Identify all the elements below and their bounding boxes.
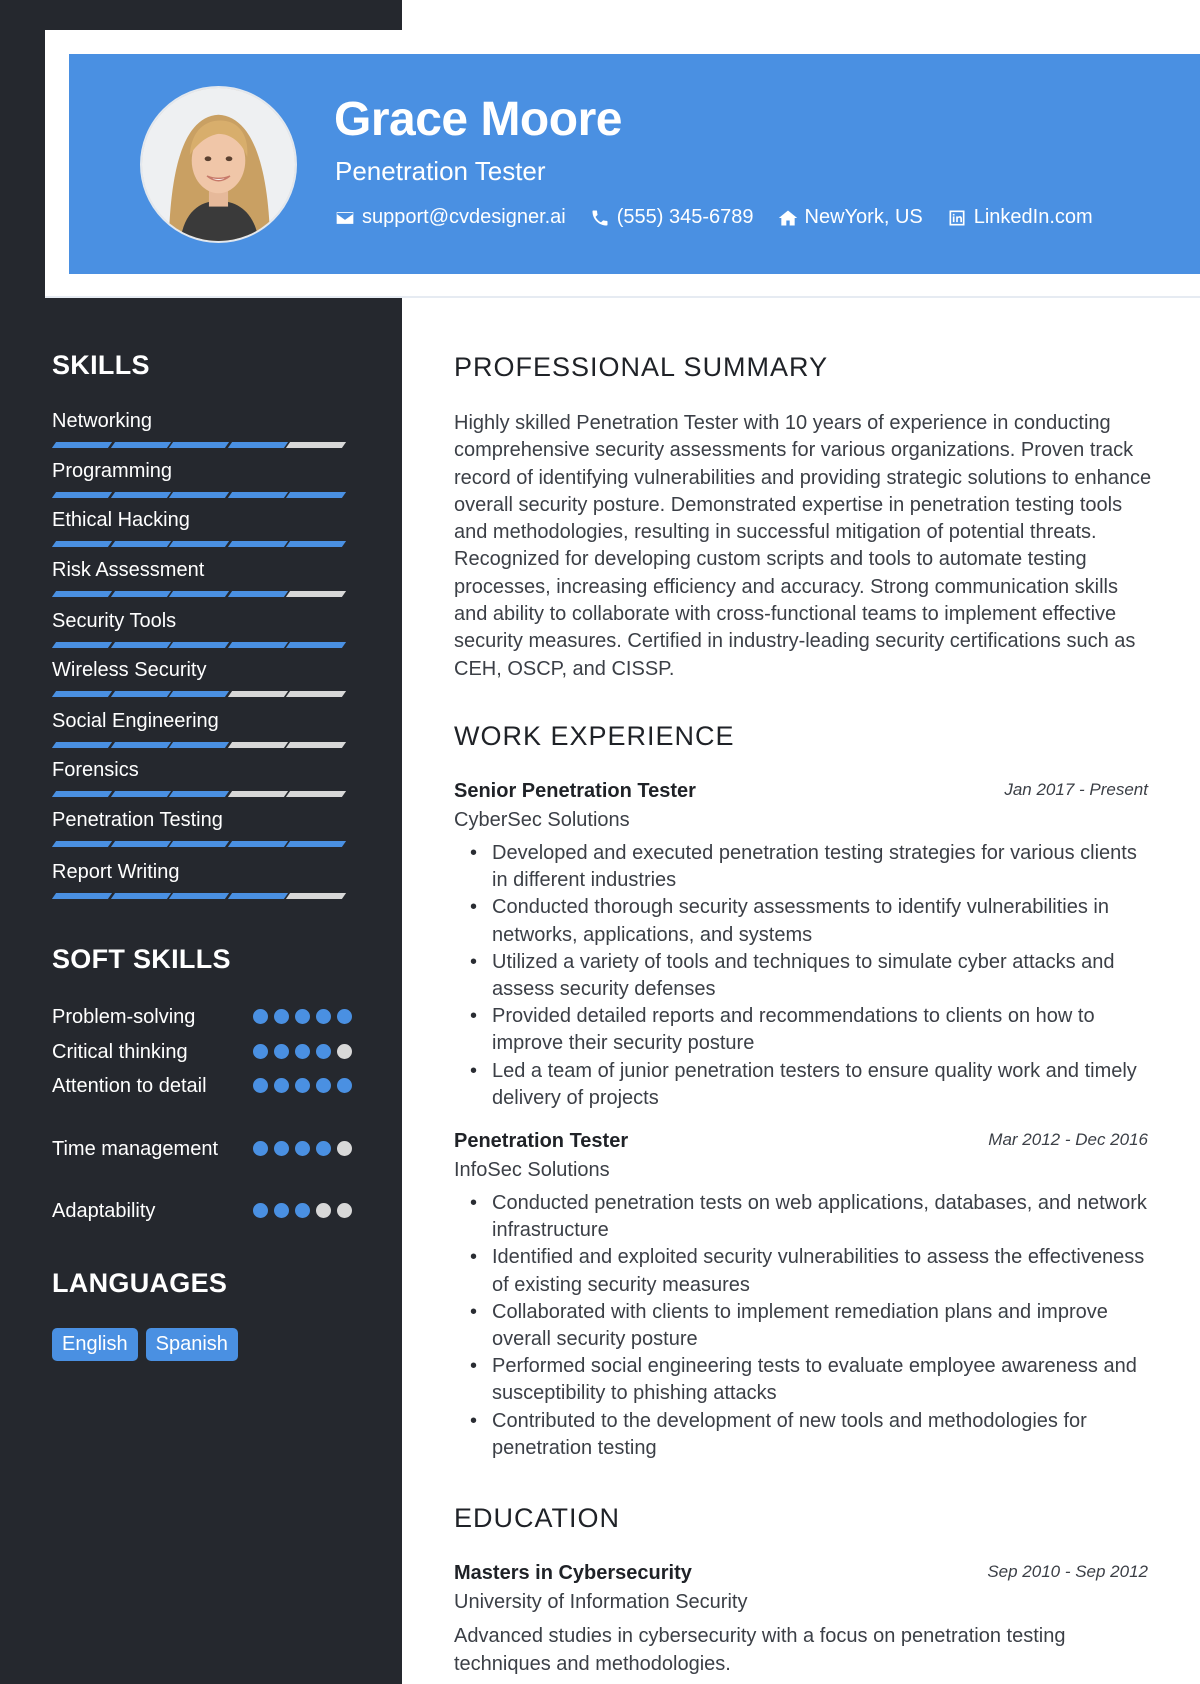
- soft-skill-name: Attention to detail: [52, 1075, 207, 1097]
- languages-heading: LANGUAGES: [52, 1268, 228, 1298]
- skill-bar-empty: [286, 591, 346, 597]
- profile-photo: [142, 88, 295, 241]
- skill-item: [52, 410, 352, 448]
- level-dot-filled: [274, 1141, 289, 1156]
- skill-bar-filled: [52, 541, 112, 547]
- skill-item: [52, 710, 352, 748]
- skill-level-bars: [54, 742, 352, 748]
- job-bullet: • Contributed to the development of new tools and methodologies for penetration testing: [454, 1408, 1148, 1462]
- job-bullet: • Developed and executed penetration testing strategies for various clients in different industries: [454, 840, 1148, 894]
- skill-level-bars: [54, 691, 352, 697]
- job-title: Senior Penetration Tester: [454, 780, 696, 802]
- skill-bar-filled: [286, 492, 346, 498]
- education-school: University of Information Security: [454, 1591, 748, 1613]
- job-entry: [454, 1130, 1148, 1462]
- skill-bar-filled: [227, 642, 287, 648]
- skill-bar-filled: [52, 742, 112, 748]
- contact-phone-text: (555) 345-6789: [616, 206, 754, 228]
- level-dot-empty: [337, 1203, 352, 1218]
- education-entry: [454, 1562, 1148, 1678]
- education-heading: EDUCATION: [454, 1503, 621, 1533]
- soft-skill-item: [52, 1072, 352, 1100]
- education-degree: Masters in Cybersecurity: [454, 1562, 692, 1584]
- level-dot-filled: [274, 1078, 289, 1093]
- job-bullet: • Collaborated with clients to implement remediation plans and improve overall security posture: [454, 1299, 1148, 1353]
- skill-item: [52, 509, 352, 547]
- skill-name: Security Tools: [52, 610, 177, 632]
- skill-bar-filled: [227, 442, 287, 448]
- languages-list: [52, 1328, 246, 1361]
- skill-bar-filled: [110, 791, 170, 797]
- skill-bar-filled: [110, 691, 170, 697]
- skill-name: Risk Assessment: [52, 559, 205, 581]
- soft-skill-level-dots: [247, 1197, 352, 1225]
- skill-bar-filled: [227, 893, 287, 899]
- level-dot-empty: [316, 1203, 331, 1218]
- skill-bar-filled: [52, 492, 112, 498]
- education-description: Advanced studies in cybersecurity with a focus on penetration testing techniques and methodologies.: [454, 1625, 1066, 1675]
- skill-bar-filled: [110, 642, 170, 648]
- skill-bar-filled: [52, 642, 112, 648]
- skill-item: [52, 460, 352, 498]
- skill-bar-filled: [286, 541, 346, 547]
- job-bullet: • Performed social engineering tests to evaluate employee awareness and susceptibility to phishing attacks: [454, 1353, 1148, 1407]
- soft-skill-level-dots: [247, 1135, 352, 1163]
- skill-bar-empty: [227, 691, 287, 697]
- skill-level-bars: [54, 492, 352, 498]
- language-tag: Spanish: [146, 1328, 238, 1361]
- skill-name: Wireless Security: [52, 659, 207, 681]
- skill-bar-filled: [286, 841, 346, 847]
- job-bullet: • Conducted penetration tests on web applications, databases, and network infrastructure: [454, 1190, 1148, 1244]
- skill-bar-empty: [227, 742, 287, 748]
- skill-item: [52, 659, 352, 697]
- level-dot-filled: [253, 1203, 268, 1218]
- soft-skill-name: Adaptability: [52, 1200, 156, 1222]
- level-dot-filled: [274, 1203, 289, 1218]
- skill-bar-filled: [169, 841, 229, 847]
- skill-bar-filled: [110, 893, 170, 899]
- level-dot-filled: [337, 1078, 352, 1093]
- skill-bar-filled: [110, 841, 170, 847]
- level-dot-filled: [295, 1078, 310, 1093]
- skill-name: Report Writing: [52, 861, 180, 883]
- skill-bar-filled: [169, 893, 229, 899]
- skill-bar-empty: [286, 791, 346, 797]
- skill-bar-filled: [169, 492, 229, 498]
- skill-item: [52, 610, 352, 648]
- contact-linkedin-text: LinkedIn.com: [973, 206, 1093, 228]
- job-bullet: • Provided detailed reports and recommendations to clients on how to improve their security posture: [454, 1003, 1148, 1057]
- skill-name: Ethical Hacking: [52, 509, 190, 531]
- level-dot-filled: [253, 1009, 268, 1024]
- skill-bar-filled: [169, 642, 229, 648]
- level-dot-filled: [316, 1044, 331, 1059]
- skill-bar-filled: [52, 893, 112, 899]
- level-dot-empty: [337, 1044, 352, 1059]
- skill-bar-filled: [52, 591, 112, 597]
- skill-bar-filled: [52, 442, 112, 448]
- contact-location-text: NewYork, US: [804, 206, 923, 228]
- candidate-title: Penetration Tester: [335, 156, 546, 186]
- skill-bar-filled: [169, 541, 229, 547]
- skill-level-bars: [54, 591, 352, 597]
- skill-bar-filled: [169, 791, 229, 797]
- skill-name: Social Engineering: [52, 710, 219, 732]
- contact-location: [778, 206, 923, 229]
- soft-skill-item: [52, 1197, 352, 1225]
- contact-email-text: support@cvdesigner.ai: [362, 206, 566, 228]
- summary-heading: PROFESSIONAL SUMMARY: [454, 352, 829, 382]
- job-entry: [454, 780, 1148, 1112]
- skill-bar-empty: [227, 791, 287, 797]
- language-tag: English: [52, 1328, 138, 1361]
- skill-name: Penetration Testing: [52, 809, 223, 831]
- phone-icon: [590, 208, 610, 228]
- level-dot-filled: [295, 1203, 310, 1218]
- job-bullets: [454, 840, 1148, 1112]
- contact-list: [335, 206, 1117, 229]
- soft-skill-level-dots: [247, 1003, 352, 1031]
- skill-bar-filled: [227, 841, 287, 847]
- skill-bar-filled: [169, 591, 229, 597]
- skill-item: [52, 809, 352, 847]
- skill-bar-filled: [110, 742, 170, 748]
- skill-bar-filled: [52, 841, 112, 847]
- skill-bar-empty: [286, 691, 346, 697]
- level-dot-filled: [295, 1044, 310, 1059]
- skill-bar-filled: [227, 591, 287, 597]
- envelope-icon: [335, 208, 355, 228]
- skill-name: Networking: [52, 410, 153, 432]
- skill-item: [52, 559, 352, 597]
- linkedin-icon: [947, 208, 967, 228]
- contact-email[interactable]: [335, 206, 566, 229]
- home-icon: [778, 208, 798, 228]
- contact-linkedin[interactable]: [947, 206, 1093, 229]
- soft-skill-level-dots: [247, 1072, 352, 1100]
- skill-bar-empty: [286, 742, 346, 748]
- skill-bar-filled: [110, 492, 170, 498]
- job-company: InfoSec Solutions: [454, 1159, 610, 1181]
- job-date: Mar 2012 - Dec 2016: [988, 1130, 1148, 1149]
- skill-bar-filled: [52, 791, 112, 797]
- skill-name: Programming: [52, 460, 173, 482]
- job-company: CyberSec Solutions: [454, 809, 630, 831]
- skill-level-bars: [54, 841, 352, 847]
- job-date: Jan 2017 - Present: [1004, 780, 1148, 799]
- candidate-name: Grace Moore: [334, 93, 622, 146]
- skills-heading: SKILLS: [52, 350, 150, 380]
- level-dot-filled: [274, 1009, 289, 1024]
- soft-skill-name: Time management: [52, 1138, 218, 1160]
- skill-bar-filled: [227, 492, 287, 498]
- level-dot-filled: [316, 1078, 331, 1093]
- skill-bar-filled: [110, 591, 170, 597]
- level-dot-filled: [316, 1141, 331, 1156]
- soft-skill-name: Critical thinking: [52, 1041, 188, 1063]
- soft-skill-name: Problem-solving: [52, 1006, 196, 1028]
- skill-bar-filled: [52, 691, 112, 697]
- job-bullet: • Led a team of junior penetration testers to ensure quality work and timely delivery of projects: [454, 1058, 1148, 1112]
- level-dot-filled: [295, 1009, 310, 1024]
- level-dot-filled: [337, 1009, 352, 1024]
- skill-bar-empty: [286, 442, 346, 448]
- skill-bar-filled: [169, 742, 229, 748]
- experience-heading: WORK EXPERIENCE: [454, 721, 735, 751]
- job-bullet: • Conducted thorough security assessments to identify vulnerabilities in networks, applications, and systems: [454, 894, 1148, 948]
- soft-skill-item: [52, 1003, 352, 1031]
- skill-bar-filled: [227, 541, 287, 547]
- job-bullets: [454, 1190, 1148, 1462]
- summary-text: Highly skilled Penetration Tester with 10 years of experience in conducting comprehensive security assessments for various organizations. Proven track record of identifying vulnerabilities and providing strategic solutions to enhance overall security posture. Demonstrated expertise in penetration testing tools and methodologies, resulting in successful mitigation of potential threats. Recognized for developing custom scripts and tools to automate testing processes, increasing efficiency and accuracy. Strong communication skills and ability to collaborate with cross-functional teams to implement effective security measures. Certified in industry-leading security certifications such as CEH, OSCP, and CISSP.: [454, 412, 1152, 680]
- skill-level-bars: [54, 541, 352, 547]
- soft-skill-item: [52, 1038, 352, 1066]
- avatar: [140, 86, 297, 243]
- skill-bar-filled: [110, 442, 170, 448]
- education-date: Sep 2010 - Sep 2012: [987, 1562, 1148, 1581]
- level-dot-filled: [274, 1044, 289, 1059]
- job-bullet: • Utilized a variety of tools and techniques to simulate cyber attacks and assess security defenses: [454, 949, 1148, 1003]
- contact-phone[interactable]: [590, 206, 754, 229]
- skill-level-bars: [54, 791, 352, 797]
- skill-item: [52, 861, 352, 899]
- skill-bar-filled: [169, 691, 229, 697]
- skill-bar-filled: [169, 442, 229, 448]
- skill-bar-filled: [286, 642, 346, 648]
- soft-skill-item: [52, 1135, 352, 1163]
- skill-level-bars: [54, 642, 352, 648]
- skill-item: [52, 759, 352, 797]
- level-dot-filled: [253, 1078, 268, 1093]
- skill-bar-filled: [110, 541, 170, 547]
- skill-name: Forensics: [52, 759, 139, 781]
- level-dot-empty: [337, 1141, 352, 1156]
- level-dot-filled: [295, 1141, 310, 1156]
- level-dot-filled: [316, 1009, 331, 1024]
- skill-level-bars: [54, 893, 352, 899]
- skill-bar-empty: [286, 893, 346, 899]
- level-dot-filled: [253, 1044, 268, 1059]
- skill-level-bars: [54, 442, 352, 448]
- level-dot-filled: [253, 1141, 268, 1156]
- soft-skill-level-dots: [247, 1038, 352, 1066]
- soft-skills-heading: SOFT SKILLS: [52, 944, 231, 974]
- job-bullet: • Identified and exploited security vulnerabilities to assess the effectiveness of existing security measures: [454, 1244, 1148, 1298]
- job-title: Penetration Tester: [454, 1130, 629, 1152]
